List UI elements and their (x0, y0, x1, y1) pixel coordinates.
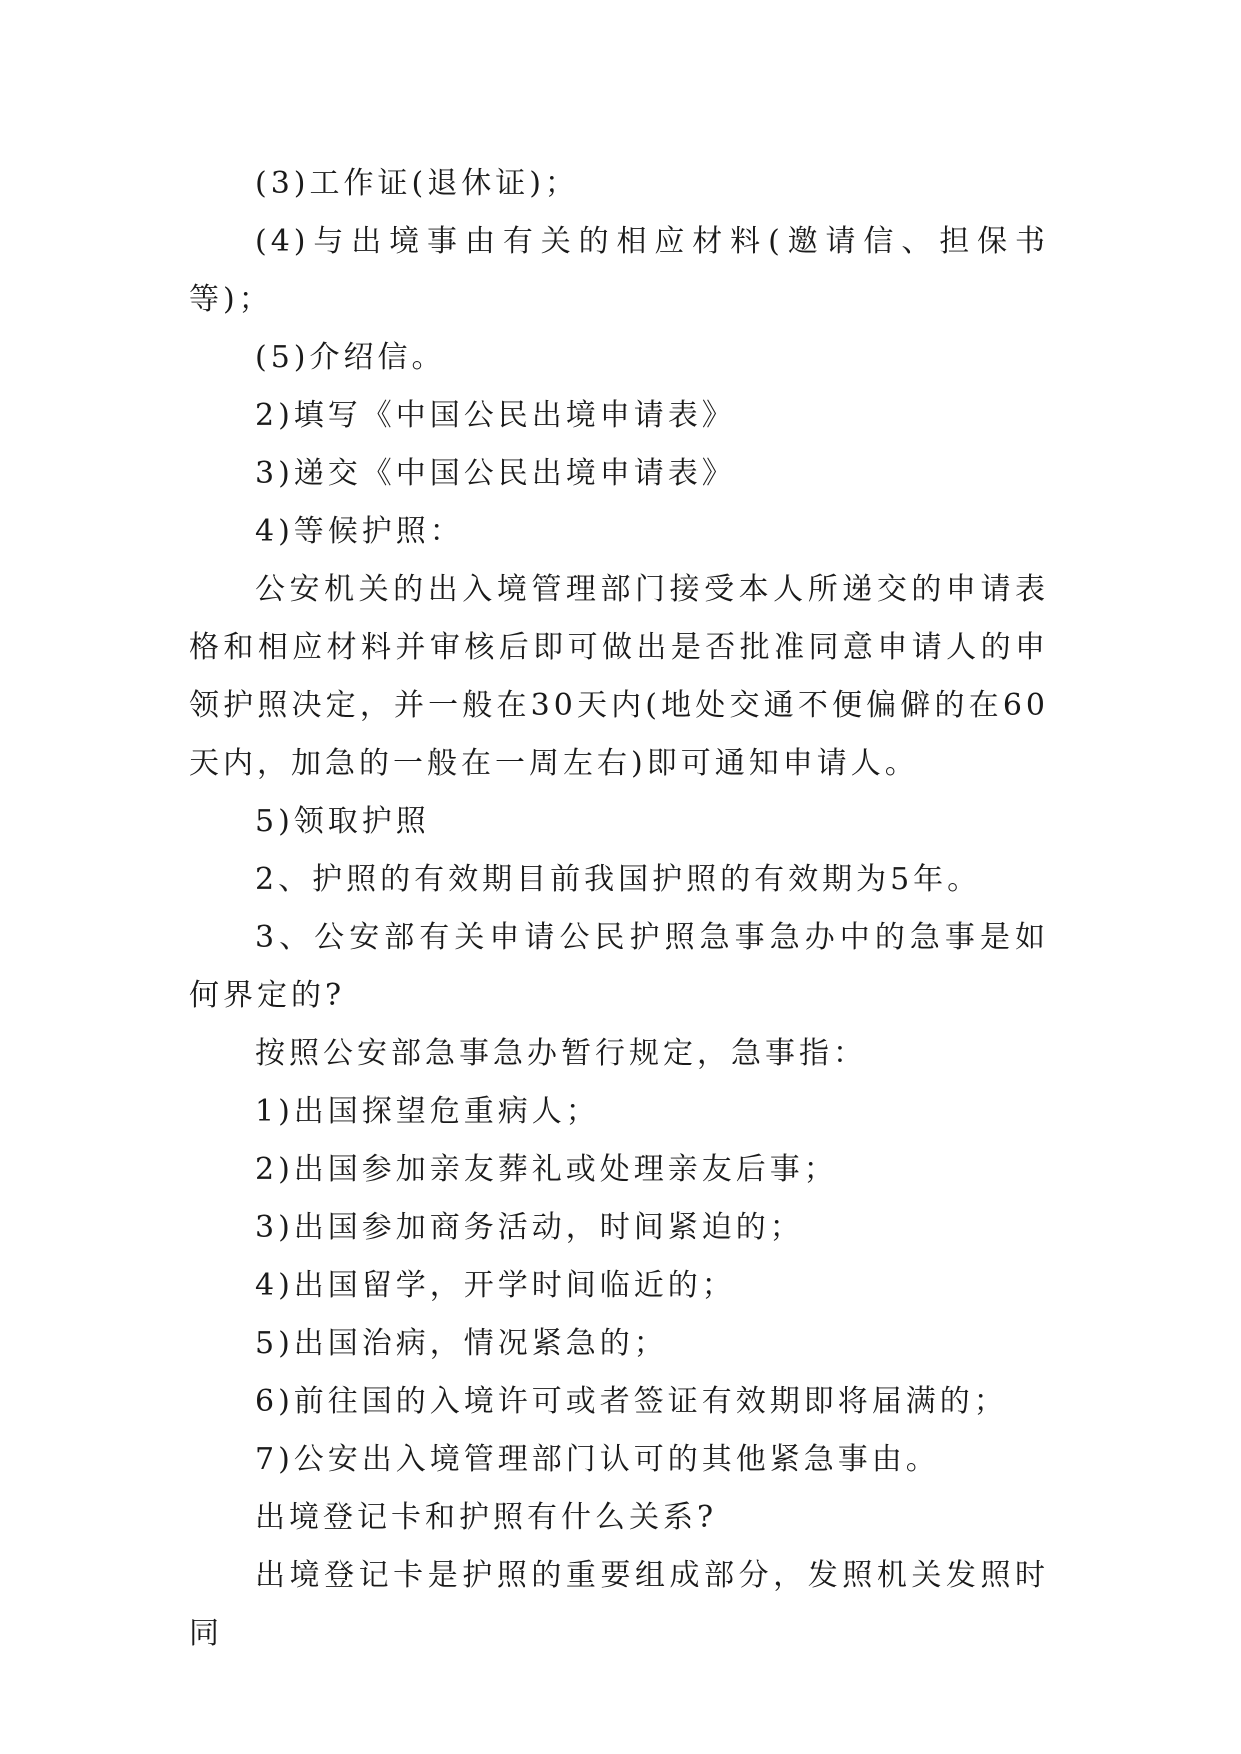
paragraph-introduction-letter: (5)介绍信。 (255, 340, 446, 375)
paragraph-validity-period: 2、护照的有效期目前我国护照的有效期为5年。 (255, 862, 982, 897)
paragraph-fill-form: 2)填写《中国公民出境申请表》 (255, 398, 736, 433)
paragraph-exit-card-answer: 出境登记卡是护照的重要组成部分，发照机关发照时同 (189, 1558, 1049, 1651)
list-item-urgent-2: 2)出国参加亲友葬礼或处理亲友后事； (255, 1152, 838, 1187)
paragraph-submit-form: 3)递交《中国公民出境申请表》 (255, 456, 736, 491)
paragraph-await-passport: 4)等候护照： (255, 514, 464, 549)
document-body (189, 155, 1049, 1663)
list-item-urgent-6: 6)前往国的入境许可或者签证有效期即将届满的； (255, 1384, 1008, 1419)
list-item-urgent-4: 4)出国留学，开学时间临近的； (255, 1268, 736, 1303)
paragraph-collect-passport: 5)领取护照 (255, 804, 430, 839)
paragraph-review-process: 公安机关的出入境管理部门接受本人所递交的申请表格和相应材料并审核后即可做出是否批准同意申请人的申领护照决定，并一般在30天内(地处交通不便偏僻的在60天内，加急的一般在一周左右)即可通知申请人。 (189, 572, 1049, 781)
paragraph-exit-card-question: 出境登记卡和护照有什么关系? (255, 1500, 718, 1535)
paragraph-urgent-definition: 按照公安部急事急办暂行规定，急事指： (255, 1036, 867, 1071)
list-item-urgent-5: 5)出国治病，情况紧急的； (255, 1326, 668, 1361)
list-item-urgent-1: 1)出国探望危重病人； (255, 1094, 600, 1129)
paragraph-urgent-question: 3、公安部有关申请公民护照急事急办中的急事是如何界定的? (189, 920, 1049, 1013)
list-item-urgent-3: 3)出国参加商务活动，时间紧迫的； (255, 1210, 804, 1245)
paragraph-work-certificate: (3)工作证(退休证)； (255, 166, 579, 201)
paragraph-related-materials: (4)与出境事由有关的相应材料(邀请信、担保书等)； (189, 224, 1049, 317)
list-item-urgent-7: 7)公安出入境管理部门认可的其他紧急事由。 (255, 1442, 940, 1477)
